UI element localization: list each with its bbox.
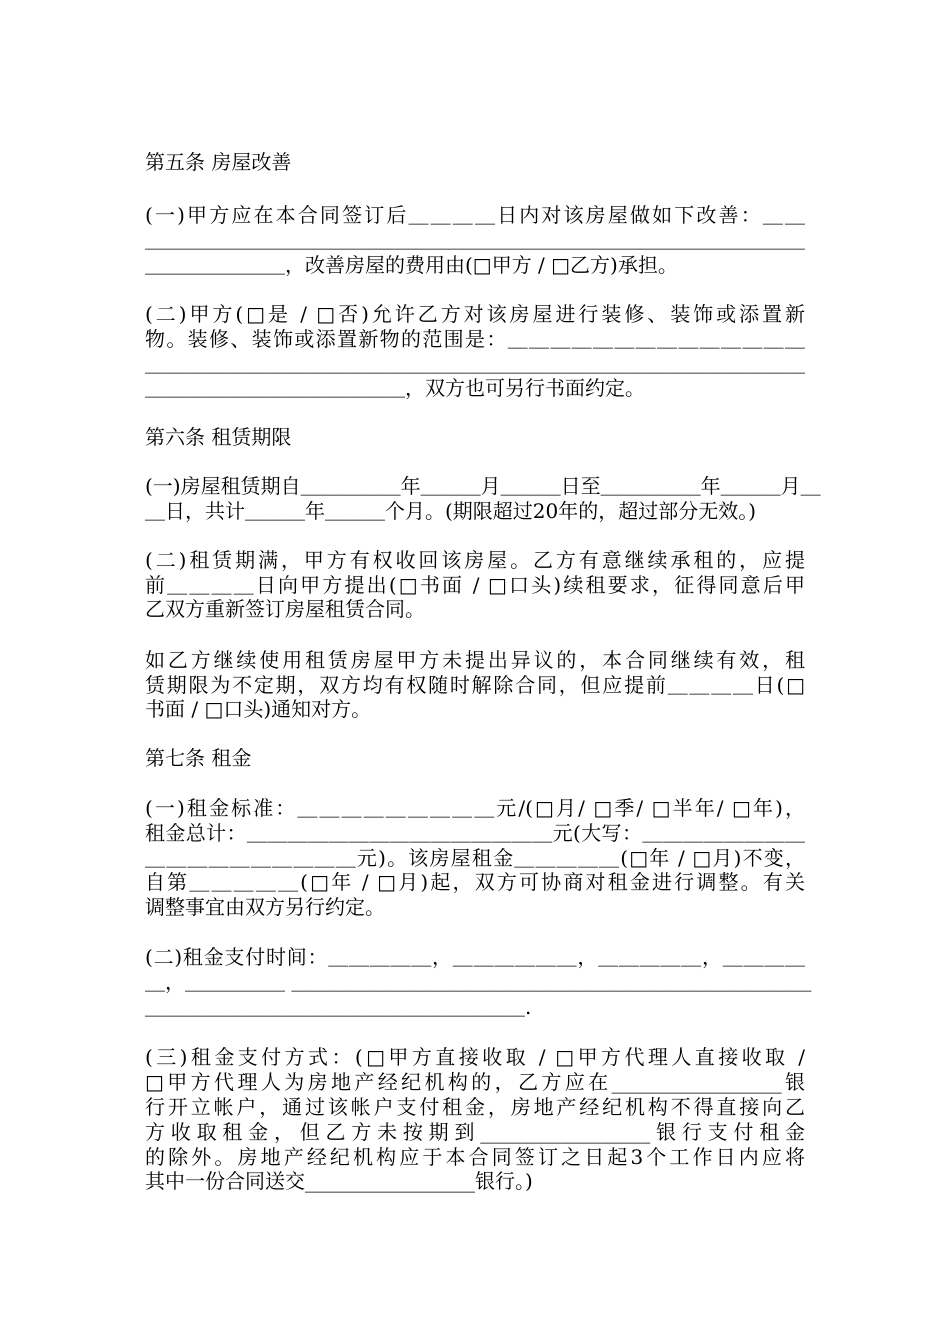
paragraph-5-2-line-4: ＿＿＿＿＿＿＿＿＿＿＿＿＿，双方也可另行书面约定。 xyxy=(145,376,645,400)
paragraph-6-3-line-3: 书面 / □口头)通知对方。 xyxy=(145,697,372,721)
paragraph-7-1-line-5: 调整事宜由双方另行约定。 xyxy=(145,895,385,919)
paragraph-6-2-line-3: 乙双方重新签订房屋租赁合同。 xyxy=(145,597,425,621)
paragraph-7-3-line-2: □甲方代理人为房地产经纪机构的，乙方应在_________________银 xyxy=(145,1070,805,1094)
paragraph-7-2-line-1: (二)租金支付时间：＿＿＿＿＿，＿＿＿＿＿＿，＿＿＿＿＿，＿＿＿＿ xyxy=(145,945,805,969)
paragraph-7-2-line-2: ＿，＿＿＿＿＿ ＿＿＿＿＿＿＿＿＿＿＿＿＿＿＿＿＿＿＿＿＿＿＿＿＿＿ xyxy=(145,970,812,994)
paragraph-7-2-line-3: ＿＿＿＿＿＿＿＿＿＿＿＿＿＿＿＿＿＿＿. xyxy=(145,995,532,1019)
paragraph-6-1-line-1: (一)房屋租赁期自＿＿＿＿＿年＿＿＿月＿＿＿日至＿＿＿＿＿年＿＿＿月＿ xyxy=(145,474,821,498)
paragraph-7-1-line-4: 自第＿＿＿＿＿(□年 / □月)起，双方可协商对租金进行调整。有关 xyxy=(145,870,805,894)
paragraph-6-2-line-1: (二)租赁期满，甲方有权收回该房屋。乙方有意继续承租的，应提 xyxy=(145,548,805,572)
paragraph-7-3-line-3: 行开立帐户，通过该帐户支付租金，房地产经纪机构不得直接向乙 xyxy=(145,1095,805,1119)
paragraph-7-3-line-4: 方收取租金，但乙方未按期到_________________银行支付租金 xyxy=(145,1120,805,1144)
paragraph-5-1-line-2: ＿＿＿＿＿＿＿＿＿＿＿＿＿＿＿＿＿＿＿＿＿＿＿＿＿＿＿＿＿＿＿＿＿ xyxy=(145,228,805,252)
paragraph-6-2-line-2: 前＿＿＿＿日向甲方提出(□书面 / □口头)续租要求，征得同意后甲 xyxy=(145,573,805,597)
paragraph-5-1-line-3: ＿＿＿＿＿＿＿，改善房屋的费用由(□甲方 / □乙方)承担。 xyxy=(145,253,678,277)
section-heading-7: 第七条 租金 xyxy=(145,746,252,770)
paragraph-7-1-line-3: ＿＿＿＿＿＿＿＿＿＿元)。该房屋租金＿＿＿＿＿(□年 / □月)不变， xyxy=(145,846,805,870)
section-heading-6: 第六条 租赁期限 xyxy=(145,425,292,449)
paragraph-7-3-line-6: 其中一份合同送交_________________银行。) xyxy=(145,1169,533,1193)
paragraph-7-1-line-1: (一)租金标准：＿＿＿＿＿＿＿＿＿元/(□月/ □季/ □半年/ □年)， xyxy=(145,796,805,820)
paragraph-5-2-line-3: ＿＿＿＿＿＿＿＿＿＿＿＿＿＿＿＿＿＿＿＿＿＿＿＿＿＿＿＿＿＿＿＿＿ xyxy=(145,352,805,376)
section-heading-5: 第五条 房屋改善 xyxy=(145,150,292,174)
paragraph-6-3-line-2: 赁期限为不定期，双方均有权随时解除合同，但应提前＿＿＿＿日(□ xyxy=(145,673,805,697)
paragraph-5-1-line-1: (一)甲方应在本合同签订后＿＿＿＿日内对该房屋做如下改善：＿＿ xyxy=(145,203,805,227)
paragraph-7-3-line-1: (三)租金支付方式：(□甲方直接收取 / □甲方代理人直接收取 / xyxy=(145,1045,805,1069)
paragraph-6-1-line-2: ＿日，共计＿＿＿年＿＿＿个月。(期限超过20年的，超过部分无效。) xyxy=(145,499,757,523)
paragraph-5-2-line-1: (二)甲方(□是 / □否)允许乙方对该房屋进行装修、装饰或添置新 xyxy=(145,302,805,326)
paragraph-6-3-line-1: 如乙方继续使用租赁房屋甲方未提出异议的，本合同继续有效，租 xyxy=(145,648,805,672)
paragraph-7-1-line-2: 租金总计：＿＿＿＿＿＿＿＿＿＿＿＿＿＿＿元(大写：＿＿＿＿＿＿＿＿ xyxy=(145,821,805,845)
paragraph-5-2-line-2: 物。装修、装饰或添置新物的范围是：＿＿＿＿＿＿＿＿＿＿＿＿＿＿ xyxy=(145,327,805,351)
paragraph-7-3-line-5: 的除外。房地产经纪机构应于本合同签订之日起3个工作日内应将 xyxy=(145,1145,805,1169)
